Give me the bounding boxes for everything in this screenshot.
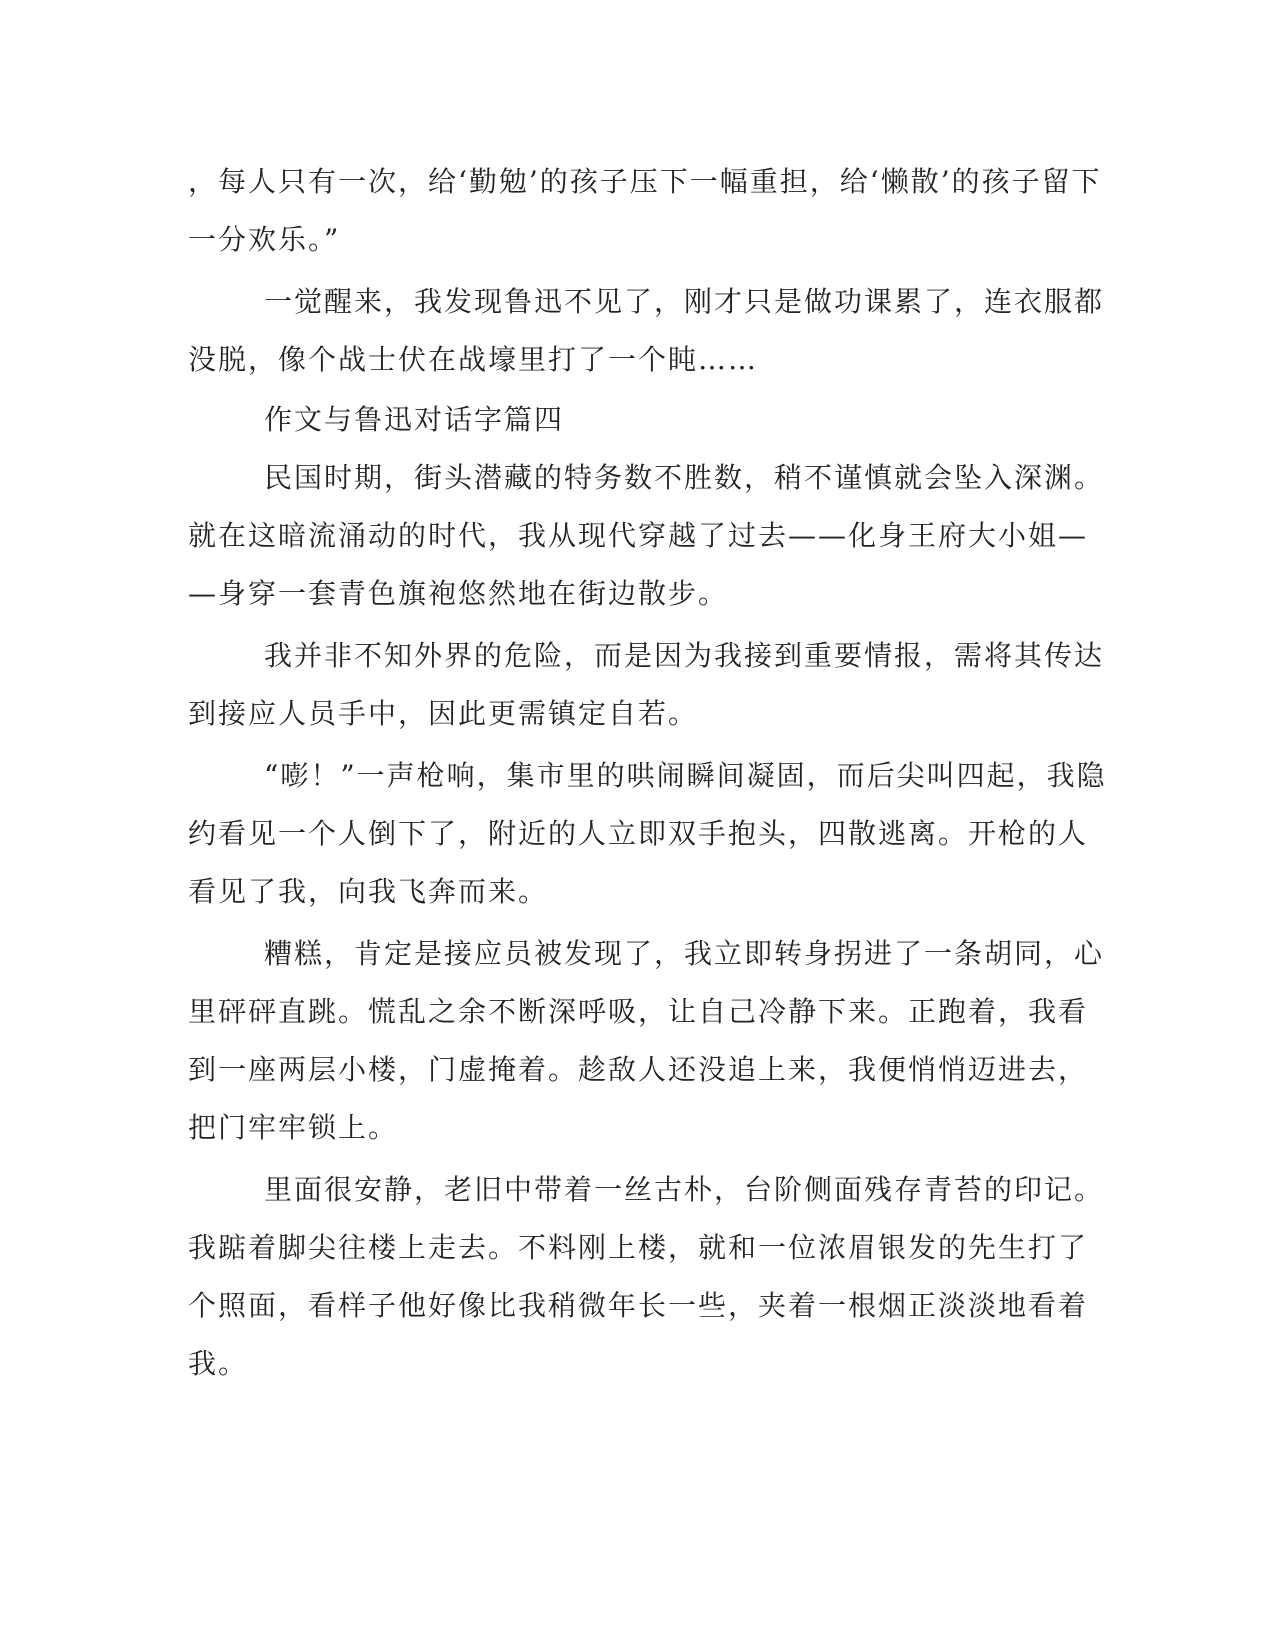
text-line: 我并非不知外界的危险，而是因为我接到重要情报，需将其传达 xyxy=(264,639,1105,672)
text-line: 约看见一个人倒下了，附近的人立即双手抱头，四散逃离。开枪的人 xyxy=(188,817,1089,850)
text-line: 就在这暗流涌动的时代，我从现代穿越了过去——化身王府大小姐— xyxy=(188,519,1089,552)
text-line: —身穿一套青色旗袍悠然地在街边散步。 xyxy=(188,577,729,610)
text-line: 里面很安静，老旧中带着一丝古朴，台阶侧面残存青苔的印记。 xyxy=(264,1173,1105,1206)
text-line: ，每人只有一次，给‘勤勉’的孩子压下一幅重担，给‘懒散’的孩子留下 xyxy=(188,165,1102,198)
text-line: 一觉醒来，我发现鲁迅不见了，刚才只是做功课累了，连衣服都 xyxy=(264,285,1105,318)
text-line: 一分欢乐。” xyxy=(188,223,341,256)
text-line: 个照面，看样子他好像比我稍微年长一些，夹着一根烟正淡淡地看着 xyxy=(188,1289,1089,1322)
text-line: 我踮着脚尖往楼上走去。不料刚上楼，就和一位浓眉银发的先生打了 xyxy=(188,1231,1089,1264)
section-heading: 作文与鲁迅对话字篇四 xyxy=(264,403,565,436)
text-line: 里砰砰直跳。慌乱之余不断深呼吸，让自己冷静下来。正跑着，我看 xyxy=(188,995,1089,1028)
text-line: 到一座两层小楼，门虚掩着。趁敌人还没追上来，我便悄悄迈进去， xyxy=(188,1053,1089,1086)
text-line: 看见了我，向我飞奔而来。 xyxy=(188,875,549,908)
text-line: 把门牢牢锁上。 xyxy=(188,1111,399,1144)
text-line: 糟糕，肯定是接应员被发现了，我立即转身拐进了一条胡同，心 xyxy=(264,937,1105,970)
text-line: 我。 xyxy=(188,1347,249,1380)
text-line: 民国时期，街头潜藏的特务数不胜数，稍不谨慎就会坠入深渊。 xyxy=(264,461,1105,494)
text-line: 没脱，像个战士伏在战壕里打了一个盹…… xyxy=(188,343,759,376)
text-line: “嘭！”一声枪响，集市里的哄闹瞬间凝固，而后尖叫四起，我隐 xyxy=(264,759,1107,792)
text-line: 到接应人员手中，因此更需镇定自若。 xyxy=(188,697,699,730)
